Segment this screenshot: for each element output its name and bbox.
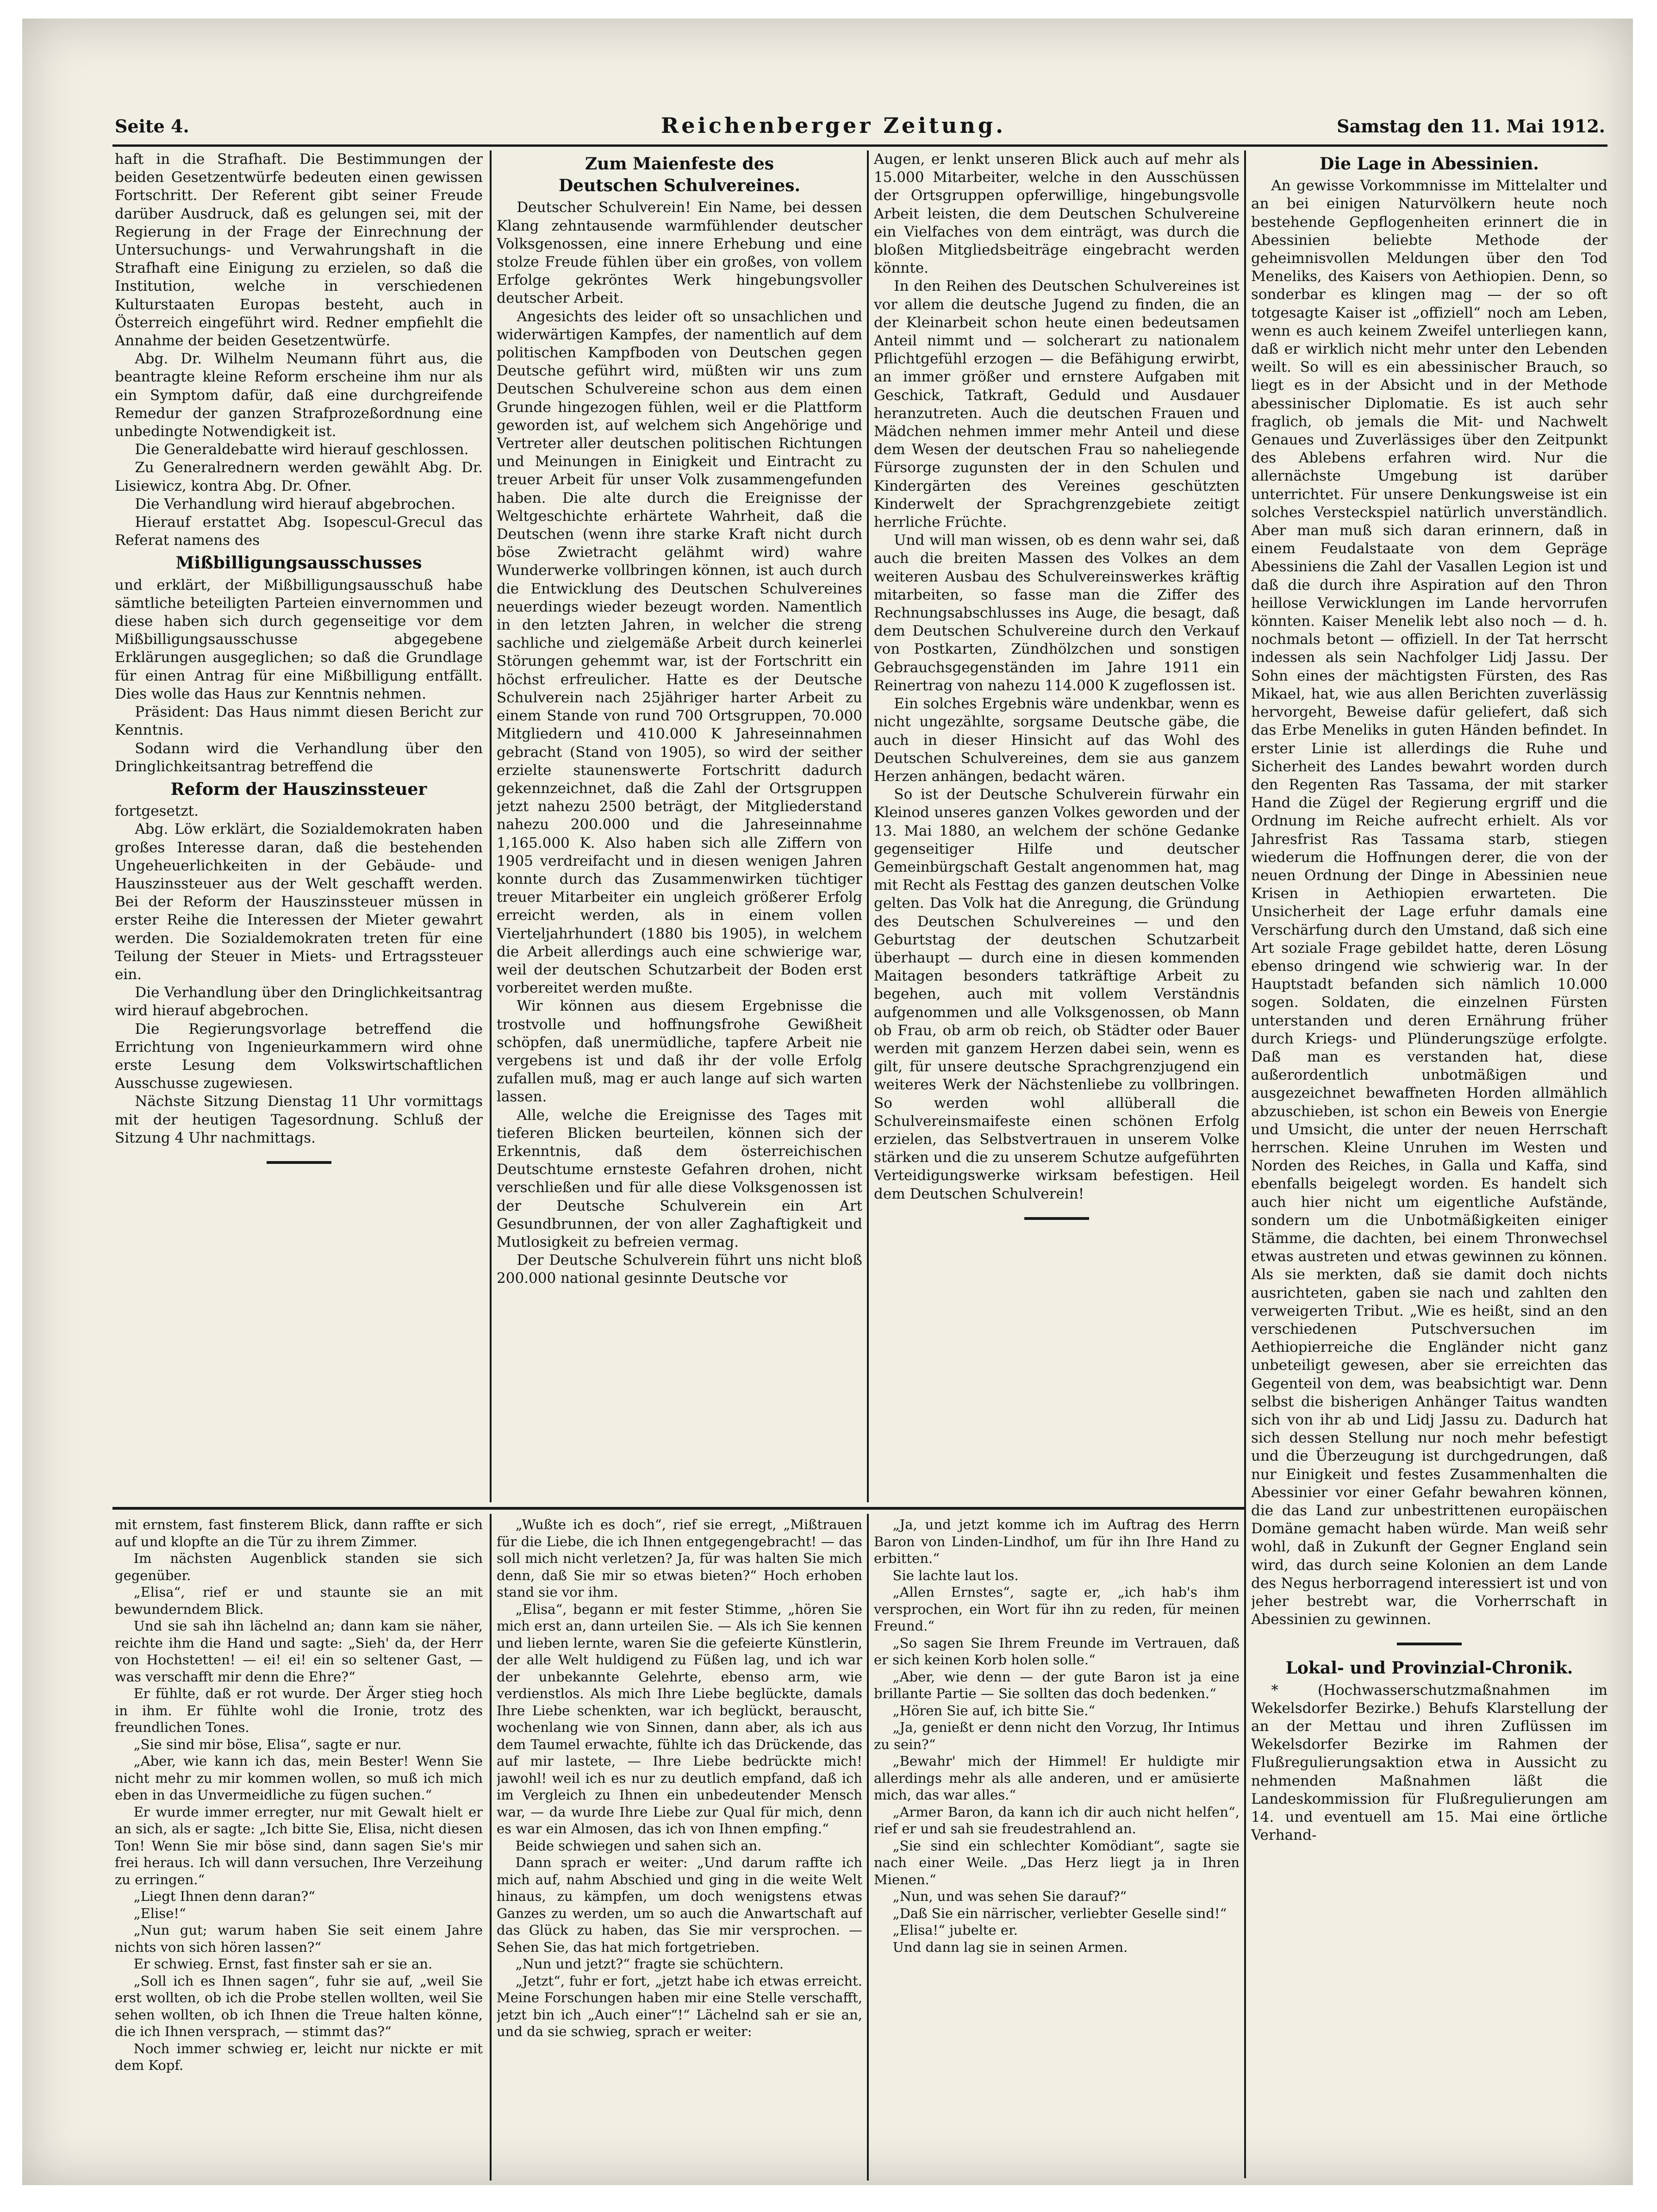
paragraph: Die Verhandlung über den Dringlichkeitsantrag wird hierauf abgebrochen. — [115, 984, 483, 1019]
paragraph: „Bewahr' mich der Himmel! Er huldigte mir allerdings mehr als alle anderen, und er amüsierte mich, das war alles.“ — [874, 1753, 1240, 1803]
section-rule — [1397, 1643, 1462, 1645]
column-rule-2 — [867, 150, 869, 1502]
paragraph: „Allen Ernstes“, sagte er, „ich hab's ihm versprochen, ein Wort für ihn zu reden, für meinen Freund.“ — [874, 1584, 1240, 1634]
paragraph: Dann sprach er weiter: „Und darum raffte ich mich auf, nahm Abschied und ging in die weite Welt hinaus, zu kämpfen, um doch wenigstens etwas Ganzes zu werden, um so auch die Anwartschaft auf das Glück zu haben, das Sie mir versprochen. — Sehen Sie, das hat mich fortgetrieben. — [497, 1855, 862, 1955]
paragraph: mit ernstem, fast finsterem Blick, dann raffte er sich auf und klopfte an die Tür zu ihrem Zimmer. — [115, 1517, 483, 1550]
paragraph: Er fühlte, daß er rot wurde. Der Ärger stieg hoch in ihm. Er fühlte wohl die Ironie, trotz des freundlichen Tones. — [115, 1686, 483, 1735]
paragraph: Angesichts des leider oft so unsachlichen und widerwärtigen Kampfes, der namentlich auf dem politischen Kampfboden von Deutschen gegen Deutsche geführt wird, müßten wir uns zum Deutschen Schulvereine schon aus dem einen Grunde hingezogen fühlen, weil er die Plattform geworden ist, auf welchem sich Angehörige und Vertreter aller deutschen politischen Richtungen und Meinungen in Einigkeit und Eintracht zu treuer Arbeit für unser Volk zusammengefunden haben. Die alte durch die Ereignisse der Weltgeschichte erhärtete Wahrheit, daß die Deutschen (wenn ihre starke Kraft nicht durch böse Zwietracht gelähmt wird) wahre Wunderwerke vollbringen können, ist auch durch die Entwicklung des Deutschen Schulvereines neuerdings wieder bezeugt worden. Namentlich in den letzten Jahren, in welcher die streng sachliche und zielgemäße Arbeit durch keinerlei Störungen gehemmt war, ist der Fortschritt ein höchst erfreulicher. Hatte es der Deutsche Schulverein nach 25jähriger harter Arbeit zu einem Stande von rund 700 Ortsgruppen, 70.000 Mitgliedern und 410.000 K Jahreseinnahmen gebracht (Stand von 1905), so wird der seither erzielte staunenswerte Fortschritt dadurch gekennzeichnet, daß die Zahl der Ortsgruppen jetzt nahezu 2500 beträgt, der Mitgliederstand nahezu 200.000 und die Jahreseinnahme 1,165.000 K. Also haben sich alle Ziffern von 1905 verdreifacht und in diesen wenigen Jahren konnte durch das Zusammenwirken tüchtiger treuer Mitarbeiter ein ungleich größerer Erfolg erreicht werden, als in einem vollen Vierteljahrhundert (1880 bis 1905), in welchem die Arbeit allerdings auch eine schwierige war, weil der deutschen Schutzarbeit der Boden erst vorbereitet werden mußte. — [497, 308, 862, 997]
paragraph: Die Regierungsvorlage betreffend die Errichtung von Ingenieurkammern wird ohne erste Lesung dem Volkswirtschaftlichen Ausschusse zugewiesen. — [115, 1020, 483, 1092]
paragraph: „Soll ich es Ihnen sagen“, fuhr sie auf, „weil Sie erst wollten, ob ich die Probe stellen wollten, weil Sie sehen wollten, ob ich Ihnen die Treue halten könne, die ich Ihnen versprach, — stimmt das?“ — [115, 1973, 483, 2039]
paragraph: „Ja, genießt er denn nicht den Vorzug, Ihr Intimus zu sein?“ — [874, 1719, 1240, 1752]
serial-rule-1 — [490, 1514, 492, 2181]
paragraph: Er schwieg. Ernst, fast finster sah er sie an. — [133, 1956, 433, 1972]
paragraph: * (Hochwasserschutzmaßnahmen im Wekelsdorfer Bezirke.) Behufs Klarstellung der an der Mettau und ihren Zuflüssen im Wekelsdorfer Bezirke im Rahmen der Flußregulierungsaktion etwa in Aussicht zu nehmenden Maßnahmen läßt die Landeskommission für Flußregulierungen am 14. und eventuell am 15. Mai eine örtliche Verhand- — [1251, 1681, 1607, 1844]
paragraph: In den Reihen des Deutschen Schulvereines ist vor allem die deutsche Jugend zu finden, die an der Kleinarbeit schon heute einen bedeutsamen Anteil nimmt und — solcherart zu nationalem Pflichtgefühl erzogen — die Befähigung erwirbt, an immer größer und ernstere Aufgaben mit Geschick, Tatkraft, Geduld und Ausdauer heranzutreten. Auch die deutschen Frauen und Mädchen nehmen immer mehr Anteil und diese dem Wesen der deutschen Frau so naheliegende Fürsorge zugunsten der in den Schulen und Kindergärten des Vereines geschützten Kinderwelt der Sprachgrenzgebiete zeitigt herrliche Früchte. — [874, 278, 1240, 531]
paragraph: Wir können aus diesem Ergebnisse die trostvolle und hoffnungsfrohe Gewißheit schöpfen, daß unermüdliche, tapfere Arbeit nie vergebens ist und daß ihr der volle Erfolg zufallen muß, mag er auch lange auf sich warten lassen. — [497, 998, 862, 1106]
paragraph: Sie lachte laut los. — [892, 1567, 1019, 1583]
paragraph: An gewisse Vorkommnisse im Mittelalter und an bei einigen Naturvölkern heute noch bestehende Gepflogenheiten erinnert die in Abessinien beliebte Methode der geheimnisvollen Meldungen über den Tod Meneliks, des Kaisers von Aethiopien. Denn, so sonderbar es klingen mag — der so oft totgesagte Kaiser ist „offiziell“ noch am Leben, wenn es auch keinem Zweifel unterliegen kann, daß er wirklich nicht mehr unter den Lebenden weilt. So will es ein abessinischer Brauch, so liegt es in der Absicht und in der Methode abessinischer Diplomatie. Es ist auch sehr fraglich, ob jemals die Mit- und Nachwelt Genaues und Zuverlässiges über den Zeitpunkt des Ablebens erfahren wird. Nur die allernächste Umgebung ist darüber unterrichtet. Für unsere Denkungsweise ist ein solches Versteckspiel natürlich unverständlich. Aber man muß sich daran erinnern, daß in einem Feudalstaate von dem Gepräge Abessiniens die Zahl der Vasallen Legion ist und daß die durch ihre Aspiration auf den Thron heillose Verwicklungen im Lande hervorrufen könnten. Kaiser Menelik lebt also noch — d. h. nochmals betont — offiziell. In der Tat herrscht indessen als sein Nachfolger Lidj Jassu. Der Sohn eines der mächtigsten Fürsten, des Ras Mikael, hat, wie aus allen Berichten zuverlässig hervorgeht, Beweise dafür geliefert, daß sich das Erbe Meneliks in guten Händen befindet. In erster Linie ist allerdings die Ruhe und Sicherheit des Landes bewahrt worden durch den Regenten Ras Tassama, der mit starker Hand die Zügel der Regierung ergriff und die Ordnung im Reiche aufrecht erhielt. Als vor Jahresfrist Ras Tassama starb, stiegen wiederum die Hoffnungen derer, die von der neuen Ordnung der Dinge in Abessinien neue Krisen in Aethiopien erwarteten. Die Unsicherheit der Lage erfuhr damals eine Verschärfung durch den Umstand, daß sich eine Art soziale Frage gebildet hatte, deren Lösung ebenso dringend wie schwierig war. In der Hauptstadt befanden sich nämlich 10.000 sogen. Soldaten, die einzelnen Fürsten unterstanden und deren Ernährung früher durch Kriegs- und Plünderungszüge erfolgte. Daß man es verstanden hat, diese außerordentlich unbotmäßigen und ausgezeichnet bewaffneten Horden allmählich abzuschieben, ist schon ein Beweis von Energie und Umsicht, die unter der neuen Herrschaft herrschen. Kleine Unruhen im Westen und Norden des Reiches, in Galla und Kaffa, sind ebenfalls beigelegt worden. Es handelt sich auch hier nicht um eigentliche Aufstände, sondern um die Unbotmäßigkeiten einiger Stämme, die dachten, bei einem Thronwechsel etwas austreten und etwas gewinnen zu können. Als sie merkten, daß sie damit doch nichts ausrichteten, gaben sie nach und zahlten den verweigerten Tribut. „Wie es heißt, sind an den verschiedenen Putschversuchen im Aethiopierreiche die Engländer nicht ganz unbeteiligt gewesen, aber sie erreichten das Gegenteil von dem, was beabsichtigt war. Denn selbst die bisherigen Anhänger Taitus wandten sich von ihr ab und Lidj Jassu zu. Dadurch hat sich dessen Stellung nur noch mehr befestigt und die Überzeugung ist durchgedrungen, daß nur Einigkeit und festes Zusammenhalten die Abessinier vor einer Gefahr bewahren können, die das Land zur unbestrittenen europäischen Domäne gemacht haben würde. Man weiß sehr wohl, daß in Zukunft der Gegner England sein wird, das durch seine Kolonien an dem Lande des Negus herborragend interessiert ist und von jeher bestrebt war, die Vorherrschaft in Abessinien zu gewinnen. — [1251, 177, 1607, 1628]
article-title-line1: Zum Maienfeste des — [585, 154, 774, 174]
article-title-line2: Deutschen Schulvereines. — [558, 176, 801, 196]
section-title: Lokal- und Provinzial-Chronik. — [1285, 1658, 1573, 1678]
paragraph: „Sie sind ein schlechter Komödiant“, sagte sie nach einer Weile. „Das Herz liegt ja in Ihren Mienen.“ — [874, 1837, 1240, 1887]
paragraph: Ein solches Ergebnis wäre undenkbar, wenn es nicht ungezählte, sorgsame Deutsche gäbe, die auch in dieser Hinsicht auf das Wohl des Deutschen Schulvereines, dem sie aus ganzem Herzen anhängen, bedacht wären. — [874, 695, 1240, 785]
masthead: Reichenberger Zeitung. — [661, 113, 1006, 138]
paragraph: „Daß Sie ein närrischer, verliebter Geselle sind!“ — [892, 1905, 1227, 1921]
header-rule — [112, 144, 1607, 147]
paragraph: Sodann wird die Verhandlung über den Dringlichkeitsantrag betreffend die — [115, 740, 483, 775]
paragraph: Präsident: Das Haus nimmt diesen Bericht zur Kenntnis. — [115, 704, 483, 739]
serial-rule-2 — [867, 1514, 869, 2181]
paragraph: „Ja, und jetzt komme ich im Auftrag des Herrn Baron von Linden-Lindhof, um für ihn Ihre Hand zu erbitten.“ — [874, 1517, 1240, 1566]
paragraph: Alle, welche die Ereignisse des Tages mit tieferen Blicken beurteilen, können sich der Erkenntnis, daß dem österreichischen Deutschtume ernsteste Gefahren drohen, nicht verschließen und für alle diese Volksgenossen ist der Deutsche Schulverein ein Art Gesundbrunnen, der von aller Zaghaftigkeit und Mutlosigkeit zu befreien vermag. — [497, 1106, 862, 1250]
newspaper-page — [22, 19, 1633, 2185]
column-rule-1 — [490, 150, 492, 1502]
serial-column-1 — [115, 1516, 483, 2178]
paragraph: „Elisa!“ jubelte er. — [892, 1922, 1018, 1938]
paragraph: Deutscher Schulverein! Ein Name, bei dessen Klang zehntausende warmfühlender deutscher Volksgenossen, eine innere Erhebung und eine stolze Freude fühlen über ein großes, von vollem Erfolge gekröntes Werk hingebungsvoller deutscher Arbeit. — [497, 199, 862, 307]
paragraph: Im nächsten Augenblick standen sie sich gegenüber. — [115, 1550, 483, 1583]
paragraph: „Wußte ich es doch“, rief sie erregt, „Mißtrauen für die Liebe, die ich Ihnen entgegengebracht! — das soll mich nicht verletzen? Ja, für was halten Sie mich denn, daß Sie mir so etwas bieten?“ Hoch erhoben stand sie vor ihm. — [497, 1517, 862, 1600]
issue-date: Samstag den 11. Mai 1912. — [1337, 116, 1605, 137]
feuilleton-rule — [112, 1507, 1244, 1510]
paragraph: Beide schwiegen und sahen sich an. — [515, 1837, 762, 1854]
paragraph: Und will man wissen, ob es denn wahr sei, daß auch die breiten Massen des Volkes an dem weiteren Ausbau des Schulvereinswerkes kräftig mitarbeiten, so fasse man die Ziffer des Rechnungsabschlusses ins Auge, die besagt, daß dem Deutschen Schulvereine durch den Verkauf von Postkarten, Zündhölzchen und sonstigen Gebrauchsgegenständen im Jahre 1911 ein Reinertrag von nahezu 114.000 K zugeflossen ist. — [874, 532, 1240, 694]
paragraph: „Elise!“ — [133, 1905, 186, 1921]
paragraph: Hierauf erstattet Abg. Isopescul-Grecul das Referat namens des — [115, 514, 483, 549]
paragraph: Und sie sah ihn lächelnd an; dann kam sie näher, reichte ihm die Hand und sagte: „Sieh' da, der Herr von Hochstetten! — ei! ei! ein so seltener Gast, — was verschafft mir denn die Ehre?“ — [115, 1618, 483, 1685]
paragraph: „Jetzt“, fuhr er fort, „jetzt habe ich etwas erreicht. Meine Forschungen haben mir eine Stelle verschafft, jetzt bin ich „Auch einer“!“ Lächelnd sah er sie an, und da sie schwieg, sprach er weiter: — [497, 1973, 862, 2039]
column-rule-3 — [1244, 150, 1246, 2178]
paragraph: Nächste Sitzung Dienstag 11 Uhr vormittags mit der heutigen Tagesordnung. Schluß der Sitzung 4 Uhr nachmittags. — [115, 1093, 483, 1146]
article-title: Die Lage in Abessinien. — [1320, 154, 1539, 174]
paragraph: Noch immer schwieg er, leicht nur nickte er mit dem Kopf. — [115, 2040, 483, 2073]
page-header — [115, 106, 1605, 144]
paragraph: „Elisa“, rief er und staunte sie an mit bewunderndem Blick. — [115, 1584, 483, 1617]
paragraph: Zu Generalrednern werden gewählt Abg. Dr. Lisiewicz, kontra Abg. Dr. Ofner. — [115, 459, 483, 494]
paragraph: „Armer Baron, da kann ich dir auch nicht helfen“, rief er und sah sie freudestrahlend an. — [874, 1804, 1240, 1837]
end-rule — [267, 1161, 331, 1164]
paragraph: Der Deutsche Schulverein führt uns nicht bloß 200.000 national gesinnte Deutsche vor — [497, 1252, 862, 1287]
paragraph: „Nun gut; warum haben Sie seit einem Jahre nichts von sich hören lassen?“ — [115, 1922, 483, 1955]
column-schulverein — [497, 150, 862, 1502]
paragraph: „Liegt Ihnen denn daran?“ — [133, 1888, 315, 1904]
paragraph: „Elisa“, begann er mit fester Stimme, „hören Sie mich erst an, dann urteilen Sie. — Als ich Sie kennen und lieben lernte, waren Sie die gefeierte Künstlerin, der alle Welt huldigend zu Füßen lag, und ich war der unbekannte Gelehrte, ebenso arm, wie verdienstlos. Als mich Ihre Liebe beglückte, damals Ihre Liebe schenkten, war ich beglückt, berauscht, wochenlang wie von Sinnen, dann aber, als ich aus dem Taumel erwachte, fühlte ich das Drückende, das auf mir lastete, — Ihre Liebe bedrückte mich! jawohl! weil ich es nur zu deutlich empfand, daß ich im Vergleich zu Ihnen ein unbedeutender Mensch war, — da wurde Ihre Liebe zur Qual für mich, denn es war ein Almosen, das ich von Ihnen empfing.“ — [497, 1601, 862, 1837]
paragraph: „Nun und jetzt?“ fragte sie schüchtern. — [515, 1956, 784, 1972]
paragraph: Abg. Löw erklärt, die Sozialdemokraten haben großes Interesse daran, daß die bestehenden Ungeheuerlichkeiten in der Gebäude- und Hauszinssteuer aus der Welt geschafft werden. Bei der Reform der Hauszinssteuer müssen in erster Reihe die Interessen der Mieter gewahrt werden. Die Sozialdemokraten treten für eine Teilung der Steuer in Miets- und Ertragssteuer ein. — [115, 821, 483, 983]
column-parliament — [115, 150, 483, 1502]
paragraph: Die Generaldebatte wird hierauf geschlossen. — [135, 441, 469, 458]
paragraph: Abg. Dr. Wilhelm Neumann führt aus, die beantragte kleine Reform erscheine ihm nur als ein Symptom dafür, daß eine durchgreifende Remedur der ganzen Strafprozeßordnung eine unbedingte Notwendigkeit ist. — [115, 350, 483, 440]
subheading: Reform der Hauszinssteuer — [170, 779, 427, 799]
column-abessinien — [1251, 150, 1607, 2178]
paragraph: „So sagen Sie Ihrem Freunde im Vertrauen, daß er sich keinen Korb holen solle.“ — [874, 1635, 1240, 1668]
paragraph: „Sie sind mir böse, Elisa“, sagte er nur. — [133, 1736, 402, 1752]
column-schulverein-continued — [874, 150, 1240, 1502]
subheading: Mißbilligungsausschusses — [175, 553, 422, 573]
paragraph: haft in die Strafhaft. Die Bestimmungen der beiden Gesetzentwürfe bedeuten einen gewissen Fortschritt. Der Referent gibt seiner Freude darüber Ausdruck, daß es gelungen sei, mit der Regierung in der Frage der Einrechnung der Untersuchungs- und Verwahrungshaft in die Strafhaft eine Einigung zu erzielen, so daß die Institution, welche in verschiedenen Kulturstaaten Europas besteht, auch in Österreich eingeführt wird. Redner empfiehlt die Annahme der beiden Gesetzentwürfe. — [115, 151, 483, 350]
serial-column-3 — [874, 1516, 1240, 2178]
paragraph: „Nun, und was sehen Sie darauf?“ — [892, 1888, 1127, 1904]
paragraph: „Aber, wie kann ich das, mein Bester! Wenn Sie nicht mehr zu mir kommen wollen, so muß ich mich eben in das Unvermeidliche zu fügen suchen.“ — [115, 1753, 483, 1803]
paragraph: Die Verhandlung wird hierauf abgebrochen. — [135, 495, 455, 512]
paragraph: „Aber, wie denn — der gute Baron ist ja eine brillante Partie — Sie sollten das doch bedenken.“ — [874, 1668, 1240, 1701]
serial-column-2 — [497, 1516, 862, 2178]
paragraph: Er wurde immer erregter, nur mit Gewalt hielt er an sich, als er sagte: „Ich bitte Sie, Elisa, nicht diesen Ton! Wenn Sie mir böse sind, dann sagen Sie's mir frei heraus. Ich will dann versuchen, Ihre Verzeihung zu erringen.“ — [115, 1804, 483, 1887]
paragraph: „Hören Sie auf, ich bitte Sie.“ — [892, 1702, 1096, 1718]
end-rule — [1024, 1217, 1089, 1220]
paragraph: So ist der Deutsche Schulverein fürwahr ein Kleinod unseres ganzen Volkes geworden und der 13. Mai 1880, an welchem der schöne Gedanke gegenseitiger Hilfe und deutscher Gemeinbürgschaft Gestalt angenommen hat, mag mit Recht als Festtag des ganzen deutschen Volke gelten. Das Volk hat die Anregung, die Gründung des Deutschen Schulvereines — und den Geburtstag der deutschen Schutzarbeit überhaupt — durch eine in diesen kommenden Maitagen besonders tatkräftige Arbeit zu begehen, auch mit vollem Verständnis aufgenommen und alle Volksgenossen, ob Mann ob Frau, ob arm ob reich, ob Städter oder Bauer werden mit ganzem Herzen dabei sein, wenn es gilt, für unsere deutsche Sprachgrenzjugend ein weiteres Werk der Nächstenliebe zu vollbringen. So werden wohl allüberall die Schulvereinsmaifeste einen schönen Erfolg erzielen, das Selbstvertrauen in unserem Volke stärken und die zu unserem Schutze aufgeführten Verteidigungswerke wirksam befestigen. Heil dem Deutschen Schulverein! — [874, 786, 1240, 1202]
paragraph: fortgesetzt. — [115, 803, 199, 820]
paragraph: Und dann lag sie in seinen Armen. — [892, 1939, 1128, 1955]
page-number: Seite 4. — [115, 116, 189, 137]
paragraph: und erklärt, der Mißbilligungsausschuß habe sämtliche beteiligten Parteien einvernommen und diese haben sich durch gegenseitige vor dem Mißbilligungsausschusse abgegebene Erklärungen ausgeglichen; so daß die Grundlage für einen Antrag für eine Mißbilligung entfällt. Dies wolle das Haus zur Kenntnis nehmen. — [115, 576, 483, 702]
paragraph: Augen, er lenkt unseren Blick auch auf mehr als 15.000 Mitarbeiter, welche in den Ausschüssen der Ortsgruppen opferwillige, hingebungsvolle Arbeit leisten, die dem Deutschen Schulvereine ein Vielfaches von dem einträgt, was durch die bloßen Mitgliedsbeiträge eingebracht werden könnte. — [874, 151, 1240, 277]
